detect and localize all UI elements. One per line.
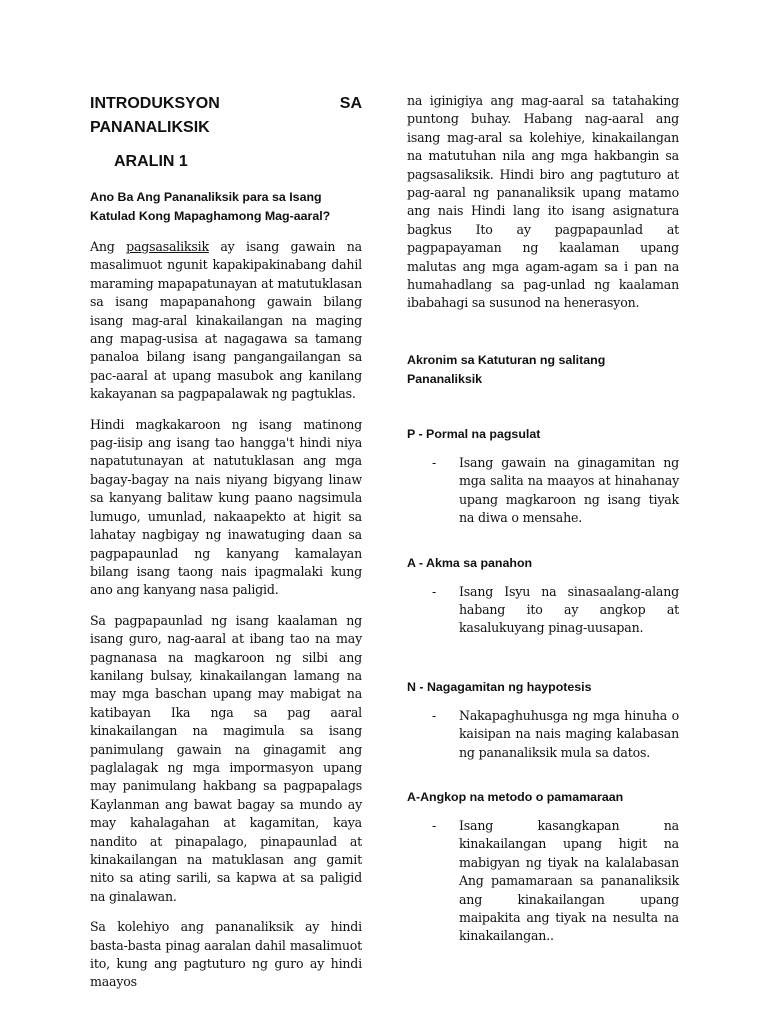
paragraph-1-rest: ay isang gawain na masalimuot ngunit kapakipakinabang dahil maraming mapapatunayan at matutuklasan sa isang mapapanahong gawain bilang isang mag-aral kinakailangan na maging ang mapag-usisa at nagagawa sa tamang panaloa bilang isang pangangailangan sa pac-aaral at upang masubok ang kanilang kakayanan sa pagpapalawak ng pagtuklas. (90, 239, 362, 402)
bullet-dash: - (432, 454, 437, 470)
document-title-line1 (90, 92, 362, 116)
acronym-p-text: Isang gawain na ginagamitan ng mga salita na maayos at hinahanay upang magkaroon ng isang tiyak na diwa o mensahe. (459, 454, 679, 526)
title-word-sa: SA (339, 95, 362, 112)
acronym-n-heading: N - Nagagamitan ng haypotesis (407, 679, 592, 694)
left-column (90, 88, 362, 992)
acronym-a-text: Isang Isyu na sinasaalang-alang habang ito ay angkop at kasalukuyang pinag-uusapan. (459, 583, 679, 636)
acronym-p-item (432, 454, 679, 528)
paragraph-1-start: Ang (90, 239, 127, 254)
acronym-a2-item (432, 817, 679, 946)
acronym-n-text: Nakapaghuhusga ng mga hinuha o kaisipan na nais maging kalabasan ng pananaliksik mula sa datos. (459, 707, 679, 760)
acronym-a-heading: A - Akma sa panahon (407, 555, 533, 570)
paragraph-continued: na iginigiya ang mag-aaral sa tatahaking puntong buhay. Habang nag-aaral ang isang mag-aral sa kolehiye, kinakailangan na matutuhan nila ang mga hakbangin sa pagsasaliksik. Hindi biro ang pagtuturo at pag-aaral ng pananaliksik upang matamo ang nais Hindi lang ito isang asignatura bagkus Ito ay pagpapaunlad at pagpapayaman ng kaalaman upang malutas ang mga agam-agam sa i pan na humahadlang sa pag-unlad ng kaalaman ibabahagi sa susunod na henerasyon. (407, 93, 679, 311)
paragraph-4: Sa kolehiyo ang pananaliksik ay hindi basta-basta pinag aaralan dahil masalimuot ito, kung ang pagtuturo ng guro ay hindi maayos (90, 919, 362, 990)
document-title-line2: PANANALIKSIK (90, 119, 210, 136)
right-column (407, 92, 679, 946)
acronym-a2-text: Isang kasangkapan na kinakailangan upang higit na mabigyan ng tiyak na kalalabasan Ang pamamaraan sa pananaliksik ang kinakailangan upang maipakita ang tiyak na nesulta na kinakailangan.. (459, 817, 679, 944)
question-heading: Ano Ba Ang Pananaliksik para sa Isang Katulad Kong Mapaghamong Mag-aaral? (90, 190, 331, 223)
acronym-a2-heading: A-Angkop na metodo o pamamaraan (407, 789, 624, 804)
bullet-dash: - (432, 817, 437, 833)
lesson-heading: ARALIN 1 (114, 153, 188, 170)
title-word-introduksyon: INTRODUKSYON (90, 95, 220, 112)
acronym-heading: Akronim sa Katuturan ng salitang Pananaliksik (407, 352, 606, 386)
keyword-pagsasaliksik: pagsasaliksik (126, 239, 209, 254)
paragraph-2: Hindi magkakaroon ng isang matinong pag-iisip ang isang tao hangga't hindi niya napatutunayan at natutuklasan ang mga bagay-bagay na nais niyang bigyang linaw sa kanyang balitaw kung paano nagsimula lumugo, umunlad, nakaapekto at higit sa lahatay nagbigay ng inawatuging daan sa pagpapaunlad ng kanyang kamalayan bilang isang taong nais ipagmalaki kung ano ang kanyang nasa paligid. (90, 416, 362, 598)
paragraph-1 (90, 238, 362, 404)
acronym-a-item (432, 583, 679, 638)
acronym-n-item (432, 707, 679, 762)
bullet-dash: - (432, 583, 437, 599)
acronym-p-heading: P - Pormal na pagsulat (407, 426, 541, 441)
paragraph-3: Sa pagpapaunlad ng isang kaalaman ng isang guro, nag-aaral at ibang tao na may pagnanasa na magkaroon ng silbi ang kanilang bulsay, kinakailangan lamang na may mga baschan upang may mabigat na katibayan Ika nga sa pag aaral kinakailangan na magimula sa isang panimulang gawain na ginagamit ang paglalagak ng mga impormasyon upang may panimulang hakbang sa pagpapalags Kaylanman ang bawat bagay sa mundo ay may kahalagahan at kagamitan, kaya nandito at pinapalago, pinapaunlad at kinakailangan na matuklasan ang gamit nito sa ating sarili, sa kapwa at sa paligid na ginalawan. (90, 612, 362, 904)
bullet-dash: - (432, 707, 437, 723)
